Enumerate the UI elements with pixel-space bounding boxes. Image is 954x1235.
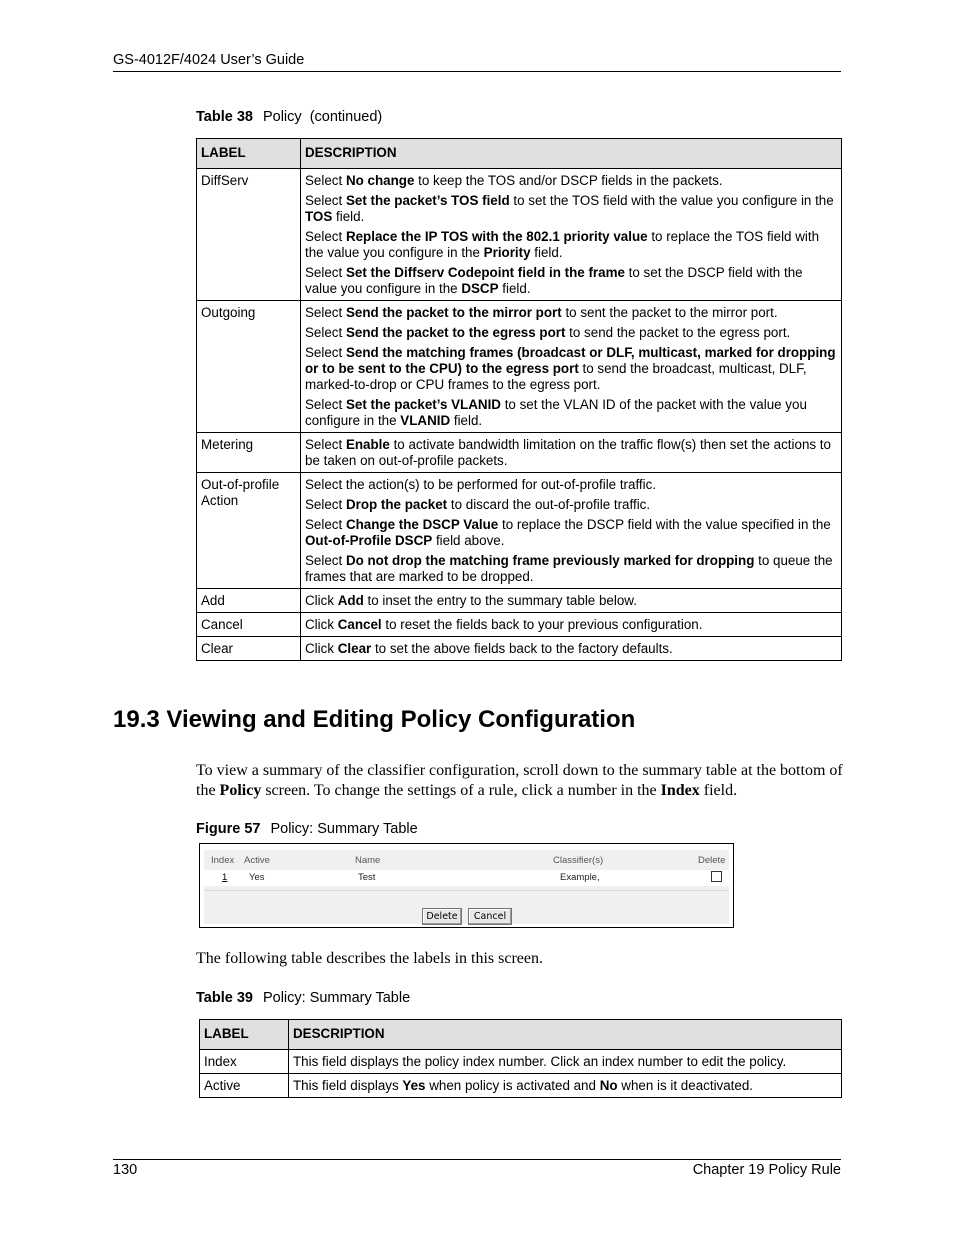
text-run: field above.: [432, 533, 505, 548]
bold-term: Change the DSCP Value: [345, 517, 499, 532]
table39-caption: [196, 990, 410, 1006]
row-label: Metering: [197, 433, 301, 473]
table38: [196, 138, 842, 661]
summary-table-row: [204, 870, 729, 886]
bold-term: Index: [660, 782, 700, 799]
table-row: [200, 1074, 842, 1098]
text-run: to replace the TOS field with the value you configure in the: [305, 229, 820, 260]
text-run: to keep the TOS and/or DSCP fields in the packets.: [414, 173, 723, 188]
text-run: to discard the out-of-profile traffic.: [447, 497, 651, 512]
text-run: Select: [305, 553, 346, 568]
text-run: This field displays: [293, 1078, 403, 1093]
delete-button[interactable]: Delete: [422, 908, 462, 925]
bold-term: Drop the packet: [345, 497, 448, 512]
table39-caption-text: Policy: Summary Table: [262, 990, 411, 1006]
description-paragraph: [305, 265, 837, 297]
running-header: GS-4012F/4024 User’s Guide: [113, 52, 305, 68]
description-paragraph: [305, 193, 837, 225]
active-value: Yes: [249, 872, 265, 883]
bold-term: DSCP: [461, 281, 499, 296]
description-paragraph: [305, 437, 837, 469]
description-paragraph: [305, 305, 837, 321]
chapter-title: Chapter 19 Policy Rule: [692, 1162, 841, 1178]
figure57-screenshot: [199, 843, 734, 928]
text-run: to set the VLAN ID of the packet with the value you configure in the: [305, 397, 807, 428]
description-paragraph: [305, 553, 837, 585]
table-row: [197, 473, 842, 589]
text-run: to send the broadcast, multicast, DLF, marked-to-drop or CPU frames to the egress port.: [305, 361, 807, 392]
table-row: [197, 169, 842, 301]
table39-header-row: [200, 1020, 842, 1050]
text-run: field.: [498, 281, 531, 296]
text-run: Select: [305, 193, 346, 208]
description-paragraph: [305, 229, 837, 261]
row-description: [301, 473, 842, 589]
row-description: [289, 1074, 842, 1098]
text-run: Click: [305, 641, 338, 656]
text-run: Select: [305, 517, 346, 532]
description-paragraph: [305, 397, 837, 429]
text-run: to queue the frames that are marked to be dropped.: [305, 553, 833, 584]
description-paragraph: [305, 477, 837, 493]
text-run: Select: [305, 345, 346, 360]
text-run: Click: [305, 617, 338, 632]
name-column-header: Name: [355, 855, 381, 866]
row-description: [301, 589, 842, 613]
text-run: Click: [305, 593, 338, 608]
header-rule: [113, 71, 841, 72]
bold-term: Out-of-Profile DSCP: [305, 533, 433, 548]
text-run: field.: [332, 209, 365, 224]
bold-term: Set the packet’s VLANID: [345, 397, 501, 412]
bold-term: No change: [345, 173, 415, 188]
row-label: Clear: [197, 637, 301, 661]
bold-term: Replace the IP TOS with the 802.1 priority value: [345, 229, 648, 244]
table-row: [197, 301, 842, 433]
text-run: field.: [530, 245, 563, 260]
page-number: 130: [113, 1162, 138, 1178]
table-row: [197, 589, 842, 613]
bold-term: Set the Diffserv Codepoint field in the frame: [345, 265, 625, 280]
description-paragraph: [305, 593, 837, 609]
text-run: To view a summary of the classifier configuration, scroll down to the summary table at the bottom of the: [196, 762, 843, 799]
text-run: to activate bandwidth limitation on the traffic flow(s) then set the actions to be taken on out-of-profile packets.: [305, 437, 831, 468]
cancel-button[interactable]: Cancel: [468, 908, 512, 925]
text-run: Select: [305, 265, 346, 280]
description-paragraph: [293, 1054, 837, 1070]
figure57-caption: [196, 821, 418, 837]
classifiers-column-header: Classifier(s): [553, 855, 604, 866]
table38-header-row: [197, 139, 842, 169]
table39: [199, 1019, 842, 1098]
table-row: [197, 433, 842, 473]
bold-term: Enable: [345, 437, 390, 452]
delete-column-header: Delete: [698, 855, 726, 866]
row-description: [301, 613, 842, 637]
description-paragraph: [305, 641, 837, 657]
bold-term: Yes: [402, 1078, 426, 1093]
index-link[interactable]: 1: [222, 872, 228, 883]
bold-term: Send the packet to the egress port: [345, 325, 566, 340]
text-run: Select the action(s) to be performed for out-of-profile traffic.: [305, 477, 657, 492]
row-label: Outgoing: [197, 301, 301, 433]
text-run: Select: [305, 305, 346, 320]
text-run: This field displays the policy index number. Click an index number to edit the policy.: [293, 1054, 787, 1069]
bold-term: Send the matching frames (broadcast or DLF, multicast, marked for dropping or to be sent to the CPU) to the egress port: [305, 345, 836, 376]
text-run: Select: [305, 397, 346, 412]
row-label: Active: [200, 1074, 289, 1098]
delete-checkbox[interactable]: [711, 871, 722, 882]
bold-term: VLANID: [400, 413, 451, 428]
description-paragraph: [305, 497, 837, 513]
row-description: [301, 301, 842, 433]
table-row: [200, 1050, 842, 1074]
summary-table-panel: [204, 850, 729, 924]
bold-term: Clear: [337, 641, 372, 656]
table38-description-header: DESCRIPTION: [301, 139, 842, 169]
description-paragraph: [305, 517, 837, 549]
text-run: Select: [305, 229, 346, 244]
text-run: to sent the packet to the mirror port.: [561, 305, 778, 320]
text-run: to inset the entry to the summary table below.: [363, 593, 637, 608]
intro-paragraph: [196, 761, 846, 801]
bold-term: TOS: [305, 209, 333, 224]
text-run: to reset the fields back to your previous configuration.: [381, 617, 703, 632]
active-column-header: Active: [244, 855, 270, 866]
classifiers-value: Example,: [560, 872, 600, 883]
row-label: Cancel: [197, 613, 301, 637]
bold-term: Send the packet to the mirror port: [345, 305, 562, 320]
table-row: [197, 613, 842, 637]
table-row: [197, 637, 842, 661]
text-run: to set the above fields back to the factory defaults.: [371, 641, 673, 656]
table39-caption-number: Table 39: [196, 990, 253, 1006]
text-run: when policy is activated and: [425, 1078, 600, 1093]
table39-description-header: DESCRIPTION: [289, 1020, 842, 1050]
description-paragraph: [305, 325, 837, 341]
text-run: to replace the DSCP field with the value specified in the: [498, 517, 831, 532]
row-description: [301, 433, 842, 473]
figure57-caption-number: Figure 57: [196, 821, 261, 837]
table38-label-header: LABEL: [197, 139, 301, 169]
section-heading: 19.3 Viewing and Editing Policy Configuration: [113, 706, 636, 733]
row-label: DiffServ: [197, 169, 301, 301]
table38-caption-text: Policy (continued): [262, 109, 383, 125]
figure57-caption-text: Policy: Summary Table: [270, 821, 418, 837]
index-column-header: Index: [211, 855, 235, 866]
table-intro-paragraph: The following table describes the labels in this screen.: [196, 950, 544, 967]
row-label: Index: [200, 1050, 289, 1074]
text-run: to set the DSCP field with the value you configure in the: [305, 265, 803, 296]
text-run: Select: [305, 325, 346, 340]
description-paragraph: [305, 345, 837, 393]
name-value: Test: [358, 872, 376, 883]
bold-term: No: [599, 1078, 618, 1093]
summary-table-divider: [204, 890, 729, 891]
bold-term: Cancel: [337, 617, 382, 632]
row-label: Add: [197, 589, 301, 613]
text-run: Select: [305, 173, 346, 188]
footer-rule: [113, 1159, 841, 1160]
text-run: Select: [305, 497, 346, 512]
summary-table-header: [204, 853, 729, 867]
description-paragraph: [293, 1078, 837, 1094]
text-run: screen. To change the settings of a rule, click a number in the: [261, 782, 661, 799]
bold-term: Do not drop the matching frame previously marked for dropping: [345, 553, 755, 568]
bold-term: Add: [337, 593, 364, 608]
text-run: when is it deactivated.: [617, 1078, 754, 1093]
table38-caption-number: Table 38: [196, 109, 253, 125]
row-description: [301, 169, 842, 301]
text-run: to send the packet to the egress port.: [565, 325, 791, 340]
text-run: Select: [305, 437, 346, 452]
row-description: [301, 637, 842, 661]
row-description: [289, 1050, 842, 1074]
bold-term: Priority: [483, 245, 531, 260]
bold-term: Policy: [219, 782, 262, 799]
row-label: Out-of-profile Action: [197, 473, 301, 589]
description-paragraph: [305, 173, 837, 189]
text-run: field.: [450, 413, 483, 428]
description-paragraph: [305, 617, 837, 633]
text-run: field.: [699, 782, 738, 799]
bold-term: Set the packet’s TOS field: [345, 193, 510, 208]
table38-caption: [196, 109, 382, 125]
table39-label-header: LABEL: [200, 1020, 289, 1050]
text-run: to set the TOS field with the value you configure in the: [509, 193, 834, 208]
